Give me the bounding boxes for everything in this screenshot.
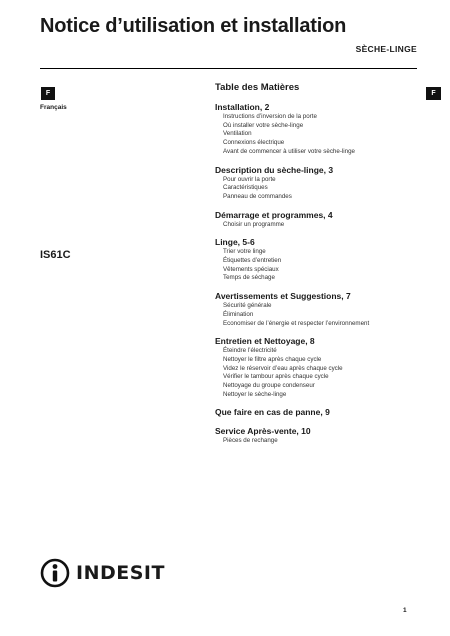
toc-section: [215, 291, 425, 328]
toc-section: [215, 210, 425, 230]
toc-section: [215, 165, 425, 202]
toc-subitem: Temps de séchage: [223, 274, 275, 282]
toc-subitem: Economiser de l’énergie et respecter l’environnement: [223, 319, 370, 327]
toc-subitem: Videz le réservoir d’eau après chaque cycle: [223, 364, 343, 372]
language-label: Français: [40, 104, 67, 111]
toc-subitem: Éteindre l’électricité: [223, 347, 277, 355]
toc-subitem: Instructions d’inversion de la porte: [223, 113, 317, 120]
header-divider: [40, 68, 417, 69]
toc-subitem: Panneau de commandes: [223, 192, 292, 200]
toc-section: [215, 237, 425, 283]
brand-name: INDESIT: [76, 562, 165, 584]
product-type: SÈCHE-LINGE: [355, 44, 417, 54]
toc-subitem: Avant de commencer à utiliser votre sèche-linge: [223, 147, 355, 155]
toc-section-title: Service Après-vente, 10: [215, 426, 311, 437]
toc-subitem: Où installer votre sèche-linge: [223, 121, 304, 129]
toc-section-title: Installation, 2: [215, 102, 270, 112]
brand-logo: [40, 558, 165, 588]
toc-sections: [215, 102, 425, 446]
page-title: Notice d’utilisation et installation: [40, 15, 347, 37]
toc-section: [215, 426, 425, 446]
toc-section-title: Entretien et Nettoyage, 8: [215, 336, 315, 347]
indesit-i-logo-icon: [40, 558, 70, 588]
toc-section-title: Démarrage et programmes, 4: [215, 209, 333, 220]
language-badge: F: [41, 87, 55, 100]
toc-subitem: Nettoyer le filtre après chaque cycle: [223, 355, 322, 363]
toc-subitem: Pour ouvrir la porte: [223, 175, 276, 183]
toc-section: [215, 336, 425, 399]
toc-subitem: Vêtements spéciaux: [223, 265, 279, 273]
toc-subitem: Nettoyage du groupe condenseur: [223, 382, 315, 390]
page-number: 1: [403, 607, 407, 614]
toc-section-title: Que faire en cas de panne, 9: [215, 407, 330, 418]
toc-subitem: Ventilation: [223, 130, 252, 138]
table-of-contents: [215, 82, 425, 454]
toc-subitem: Étiquettes d’entretien: [223, 257, 282, 265]
toc-subitem: Connexions électrique: [223, 139, 285, 147]
toc-subitem: Vérifier le tambour après chaque cycle: [223, 373, 329, 381]
toc-section-title: Description du sèche-linge, 3: [215, 164, 334, 175]
model-number: IS61C: [40, 249, 71, 261]
toc-subitem: Élimination: [223, 310, 254, 318]
toc-subitem: Trier votre linge: [223, 248, 266, 256]
toc-subitem: Caractéristiques: [223, 184, 268, 192]
toc-subitem: Pièces de rechange: [223, 437, 278, 445]
toc-section-title: Linge, 5-6: [215, 237, 255, 248]
toc-section: [215, 102, 425, 157]
side-language-tab: F: [426, 87, 441, 100]
toc-heading: Table des Matières: [215, 82, 300, 93]
toc-section-title: Avertissements et Suggestions, 7: [215, 291, 351, 302]
toc-subitem: Nettoyer le sèche-linge: [223, 390, 287, 398]
toc-subitem: Choisir un programme: [223, 220, 285, 228]
toc-section: [215, 407, 425, 418]
toc-subitem: Sécurité générale: [223, 302, 272, 310]
